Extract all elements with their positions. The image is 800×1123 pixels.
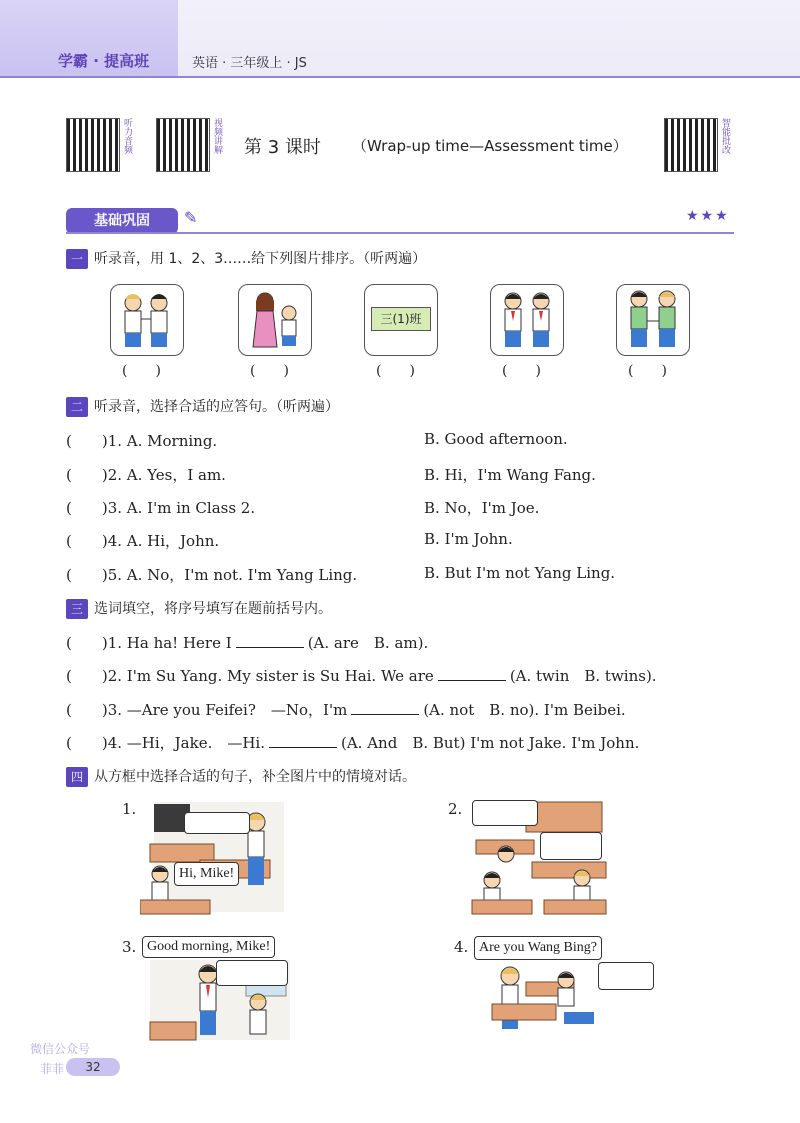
sec2-q4-b: B. I'm John.	[424, 530, 513, 548]
section-number: 三	[66, 599, 88, 619]
scene-4-empty-bubble[interactable]	[598, 962, 654, 990]
picture-tile-1	[110, 284, 184, 356]
scene-2-empty-bubble-2[interactable]	[540, 832, 602, 860]
section-banner: 基础巩固	[66, 208, 178, 234]
lesson-subtitle: （Wrap-up time—Assessment time）	[352, 137, 628, 155]
question-options: (A. And B. But) I'm not Jake. I'm John.	[341, 734, 640, 752]
watermark-text-2: 菲菲	[40, 1062, 65, 1076]
question-text: ( )4. —Hi，Jake. —Hi.	[66, 734, 265, 752]
scene-1-number: 1.	[122, 800, 137, 818]
sec2-q1-b: B. Good afternoon.	[424, 430, 568, 448]
header-divider	[0, 76, 800, 78]
answer-blank[interactable]	[351, 702, 419, 715]
picture-tile-5	[616, 284, 690, 356]
answer-paren-5[interactable]: ( )	[628, 363, 667, 379]
difficulty-stars: ★★★	[686, 208, 730, 224]
section-instruction: 从方框中选择合适的句子，补全图片中的情境对话。	[94, 769, 416, 785]
answer-blank[interactable]	[236, 635, 304, 648]
scene-3-empty-bubble[interactable]	[216, 960, 288, 986]
qr-code-icon	[156, 118, 210, 172]
girl-and-boy-illustration	[239, 285, 311, 355]
sec2-q5-a: ( )5. A. No，I'm not. I'm Yang Ling.	[66, 566, 358, 584]
watermark-text: 微信公众号	[30, 1042, 91, 1056]
answer-paren-1[interactable]: ( )	[122, 363, 161, 379]
two-students-illustration	[491, 285, 563, 355]
section-instruction: 选词填空，将序号填写在题前括号内。	[94, 601, 332, 617]
qr-code-icon	[66, 118, 120, 172]
scene-2-number: 2.	[448, 800, 463, 818]
sec2-q4-a: ( )4. A. Hi，John.	[66, 532, 220, 550]
qr-audio[interactable]	[66, 116, 136, 174]
page-header	[0, 0, 800, 78]
scene-3-number: 3.	[122, 938, 137, 956]
sec3-q1	[66, 632, 428, 653]
section-number: 一	[66, 249, 88, 269]
section-3-heading	[66, 598, 332, 619]
question-options: (A. twin B. twins).	[509, 667, 657, 685]
sec2-q3-a: ( )3. A. I'm in Class 2.	[66, 499, 256, 517]
answer-paren-3[interactable]: ( )	[376, 363, 415, 379]
question-text: ( )2. I'm Su Yang. My sister is Su Hai. We are	[66, 667, 434, 685]
scene-4-number: 4.	[454, 938, 469, 956]
book-title: 英语 · 三年级上 · JS	[192, 56, 307, 71]
section-instruction: 听录音，选择合适的应答句。（听两遍）	[94, 399, 339, 415]
two-boys-handshake-illustration	[617, 285, 689, 355]
section-1-heading	[66, 248, 426, 269]
answer-blank[interactable]	[269, 735, 337, 748]
sec2-q5-b: B. But I'm not Yang Ling.	[424, 564, 616, 582]
scene-3-speech-bubble: Good morning, Mike!	[142, 936, 275, 958]
sec3-q3	[66, 699, 626, 720]
sec3-q4	[66, 732, 639, 753]
section-4-heading	[66, 766, 416, 787]
question-options: (A. not B. no). I'm Beibei.	[423, 701, 626, 719]
lesson-title: 第 3 课时	[244, 137, 321, 158]
qr-audio-label: 听力音频	[122, 118, 132, 154]
question-options: (A. are B. am).	[307, 634, 429, 652]
sec3-q2	[66, 665, 657, 686]
scene-1-empty-bubble[interactable]	[184, 812, 250, 834]
two-kids-greeting-illustration	[111, 285, 183, 355]
sec2-q3-b: B. No，I'm Joe.	[424, 499, 540, 517]
brand-title: 学霸 · 提高班	[58, 52, 150, 70]
class-sign: 三(1)班	[371, 307, 431, 331]
qr-grading[interactable]	[664, 116, 734, 174]
scene-1-speech-bubble: Hi, Mike!	[174, 862, 239, 886]
section-number: 二	[66, 397, 88, 417]
qr-code-icon	[664, 118, 718, 172]
question-text: ( )1. Ha ha! Here I	[66, 634, 232, 652]
qr-video-label: 视频讲解	[212, 118, 222, 154]
scene-4-speech-bubble: Are you Wang Bing?	[474, 936, 602, 960]
qr-grading-label: 智能批改	[720, 118, 730, 154]
scene-4-illustration	[486, 960, 606, 1032]
section-2-heading	[66, 396, 339, 417]
qr-video[interactable]	[156, 116, 226, 174]
question-text: ( )3. —Are you Feifei? —No，I'm	[66, 701, 348, 719]
pencil-icon: ✎	[184, 208, 198, 227]
banner-divider	[66, 232, 734, 234]
sec2-q1-a: ( )1. A. Morning.	[66, 432, 218, 450]
section-number: 四	[66, 767, 88, 787]
answer-paren-4[interactable]: ( )	[502, 363, 541, 379]
picture-tile-3	[364, 284, 438, 356]
picture-tile-2	[238, 284, 312, 356]
scene-2-empty-bubble-1[interactable]	[472, 800, 538, 826]
section-instruction: 听录音，用 1、2、3……给下列图片排序。（听两遍）	[94, 251, 427, 267]
answer-paren-2[interactable]: ( )	[250, 363, 289, 379]
sec2-q2-b: B. Hi，I'm Wang Fang.	[424, 466, 596, 484]
sec2-q2-a: ( )2. A. Yes，I am.	[66, 466, 226, 484]
answer-blank[interactable]	[438, 668, 506, 681]
page-number: 32	[66, 1058, 120, 1076]
picture-tile-4	[490, 284, 564, 356]
